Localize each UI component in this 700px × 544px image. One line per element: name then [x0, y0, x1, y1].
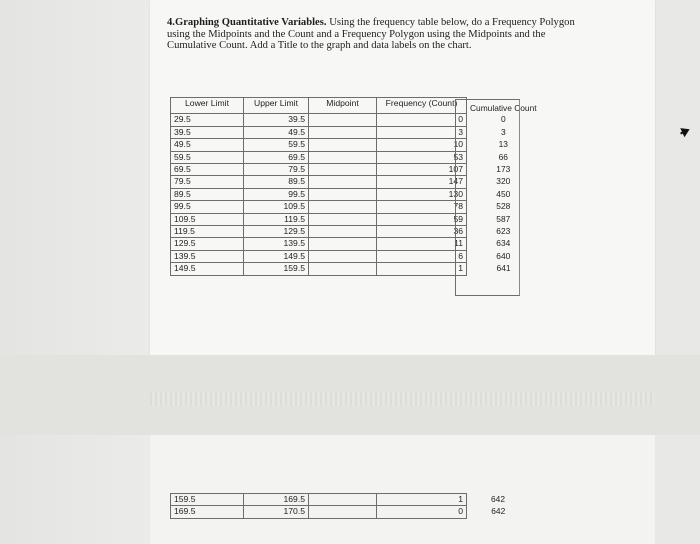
cell-lower-limit: 149.5 — [171, 263, 244, 275]
header-upper-limit: Upper Limit — [244, 98, 309, 114]
table-row — [171, 126, 541, 138]
table-row — [171, 250, 541, 262]
cell-frequency: 78 — [377, 201, 467, 213]
cell-upper-limit: 99.5 — [244, 188, 309, 200]
cell-midpoint[interactable] — [309, 151, 377, 163]
table-row — [171, 176, 541, 188]
cell-midpoint[interactable] — [309, 494, 377, 506]
cell-cumulative-count: 623 — [496, 226, 511, 237]
cell-frequency: 147 — [377, 176, 467, 188]
cell-frequency: 36 — [377, 226, 467, 238]
cell-frequency: 53 — [377, 151, 467, 163]
cell-frequency: 107 — [377, 164, 467, 176]
cell-frequency: 0 — [377, 114, 467, 126]
cell-midpoint[interactable] — [309, 213, 377, 225]
cell-cumulative-count: 642 — [491, 506, 506, 517]
cell-lower-limit: 109.5 — [171, 213, 244, 225]
cell-lower-limit: 49.5 — [171, 139, 244, 151]
cell-lower-limit: 119.5 — [171, 226, 244, 238]
question-number: 4. — [167, 17, 175, 28]
cell-upper-limit: 89.5 — [244, 176, 309, 188]
cell-lower-limit: 139.5 — [171, 250, 244, 262]
table-row — [171, 226, 541, 238]
header-cumulative-count: Cumulative Count — [470, 102, 537, 113]
cell-frequency: 10 — [377, 139, 467, 151]
frequency-table — [170, 97, 541, 276]
cell-upper-limit: 119.5 — [244, 213, 309, 225]
table-row — [171, 263, 541, 275]
question-body: Using the frequency table below, do a Frequency Polygon using the Midpoints and the Count and a Frequency Polygon using the Midpoints and the Cumulative Count. Add a Title to the graph and data labels on the chart. — [167, 17, 575, 52]
cell-midpoint[interactable] — [309, 250, 377, 262]
cell-midpoint[interactable] — [309, 506, 377, 518]
cell-midpoint[interactable] — [309, 176, 377, 188]
cell-midpoint[interactable] — [309, 238, 377, 250]
table-row — [171, 213, 541, 225]
cell-upper-limit: 170.5 — [244, 506, 309, 518]
background-right — [655, 0, 700, 544]
cell-upper-limit: 39.5 — [244, 114, 309, 126]
cell-cumulative-count: 587 — [496, 213, 511, 224]
cell-lower-limit: 59.5 — [171, 151, 244, 163]
table-row — [171, 114, 541, 126]
cell-lower-limit: 169.5 — [171, 506, 244, 518]
background-left — [0, 0, 150, 544]
cell-cumulative-count: 3 — [500, 126, 506, 137]
cell-lower-limit: 69.5 — [171, 164, 244, 176]
cell-upper-limit: 129.5 — [244, 226, 309, 238]
table-row — [171, 201, 541, 213]
worksheet-page-continued — [150, 435, 655, 544]
cell-midpoint[interactable] — [309, 126, 377, 138]
cell-cumulative-count: 634 — [496, 238, 511, 249]
cell-frequency: 1 — [377, 263, 467, 275]
cell-upper-limit: 59.5 — [244, 139, 309, 151]
header-lower-limit: Lower Limit — [171, 98, 244, 114]
cell-frequency: 6 — [377, 250, 467, 262]
cell-frequency: 11 — [377, 238, 467, 250]
cell-cumulative-count: 66 — [498, 151, 508, 162]
cell-midpoint[interactable] — [309, 226, 377, 238]
cell-lower-limit: 159.5 — [171, 494, 244, 506]
cell-upper-limit: 139.5 — [244, 238, 309, 250]
cell-midpoint[interactable] — [309, 201, 377, 213]
cell-midpoint[interactable] — [309, 139, 377, 151]
cell-lower-limit: 129.5 — [171, 238, 244, 250]
cell-upper-limit: 149.5 — [244, 250, 309, 262]
cell-upper-limit: 69.5 — [244, 151, 309, 163]
table-row — [171, 188, 541, 200]
cell-cumulative-count: 450 — [496, 188, 511, 199]
table-row — [171, 151, 541, 163]
table-row — [171, 494, 530, 506]
table-row — [171, 506, 530, 518]
page-gap-texture — [150, 392, 655, 406]
cell-midpoint[interactable] — [309, 263, 377, 275]
question-title: Graphing Quantitative Variables. — [174, 17, 327, 28]
cell-cumulative-count: 13 — [498, 139, 508, 150]
table-row — [171, 139, 541, 151]
cell-lower-limit: 89.5 — [171, 188, 244, 200]
cell-frequency: 130 — [377, 188, 467, 200]
cell-midpoint[interactable] — [309, 114, 377, 126]
cell-lower-limit: 99.5 — [171, 201, 244, 213]
table-row — [171, 238, 541, 250]
cell-cumulative-count: 0 — [500, 114, 506, 125]
cell-upper-limit: 109.5 — [244, 201, 309, 213]
cell-midpoint[interactable] — [309, 164, 377, 176]
cell-lower-limit: 29.5 — [171, 114, 244, 126]
cell-cumulative-count: 173 — [496, 164, 511, 175]
cell-frequency: 1 — [377, 494, 467, 506]
cell-cumulative-count: 641 — [496, 263, 511, 274]
cell-upper-limit: 49.5 — [244, 126, 309, 138]
table-row — [171, 164, 541, 176]
header-midpoint: Midpoint — [309, 98, 377, 114]
table-header-row — [171, 98, 541, 114]
cell-frequency: 59 — [377, 213, 467, 225]
question-text — [167, 17, 597, 52]
cell-frequency: 3 — [377, 126, 467, 138]
header-frequency: Frequency (Count) — [377, 98, 467, 114]
cell-upper-limit: 169.5 — [244, 494, 309, 506]
cell-cumulative-count: 642 — [491, 494, 505, 504]
cell-frequency: 0 — [377, 506, 467, 518]
cell-cumulative-count: 320 — [496, 176, 511, 187]
cell-lower-limit: 79.5 — [171, 176, 244, 188]
cell-upper-limit: 159.5 — [244, 263, 309, 275]
cell-cumulative-count: 528 — [496, 201, 511, 212]
cell-cumulative-count: 640 — [496, 250, 511, 261]
cell-upper-limit: 79.5 — [244, 164, 309, 176]
cell-lower-limit: 39.5 — [171, 126, 244, 138]
frequency-table-continued — [170, 493, 530, 519]
cell-midpoint[interactable] — [309, 188, 377, 200]
